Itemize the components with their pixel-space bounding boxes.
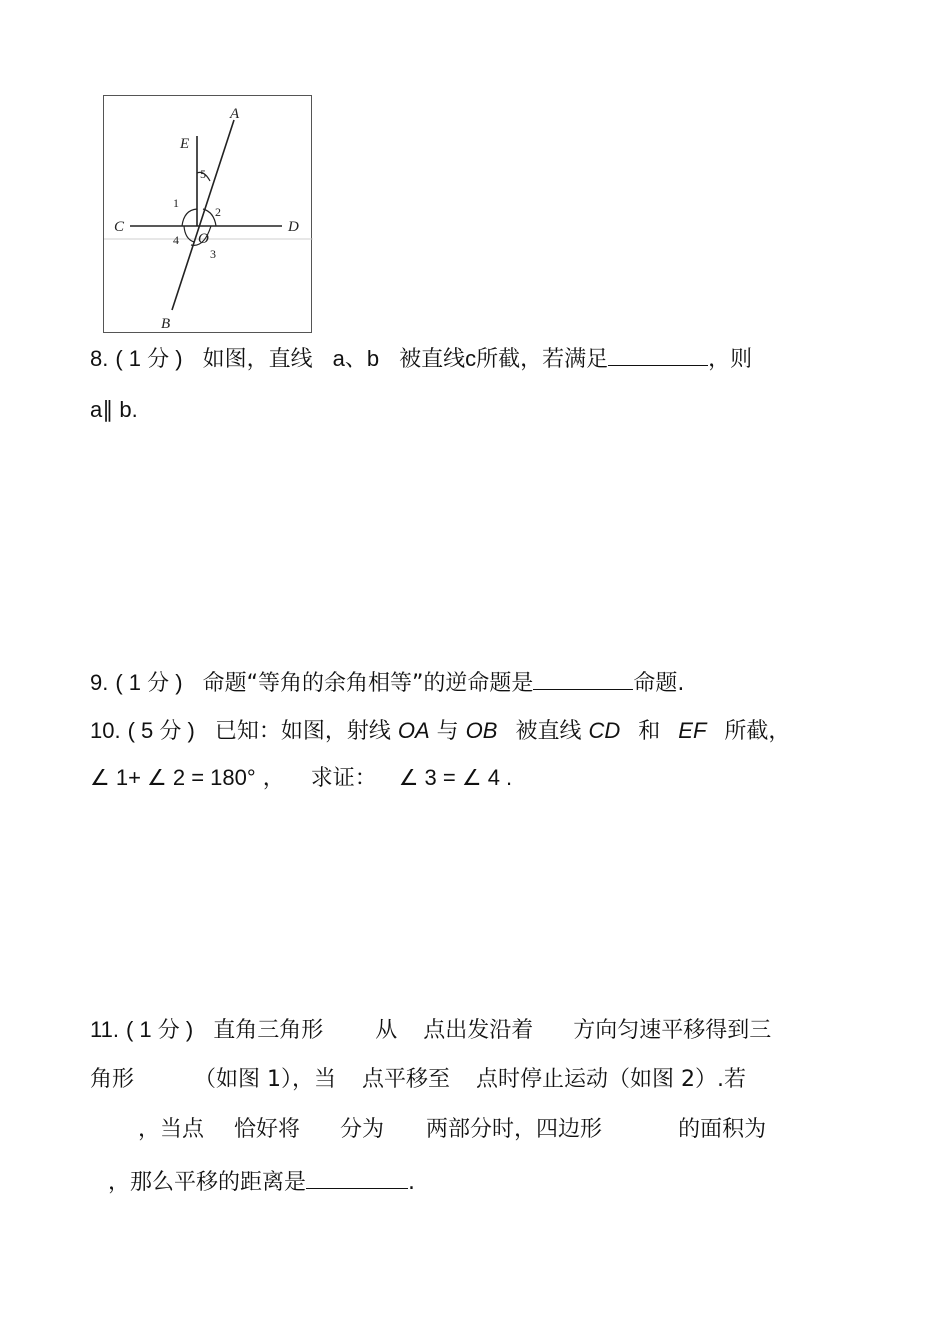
q11-l1c: 点出发沿着 [423,1018,534,1043]
q11-l4a: ，那么平移的距离是 [108,1170,307,1195]
label-e: E [180,136,190,152]
q8-score: ( 1 分 ) [115,346,183,371]
q8-text-4: ，则 [708,347,753,372]
q11-l3b: 恰好将 [234,1117,301,1142]
q8-number: 8. [90,346,109,371]
q11-l1b: 从 [375,1018,398,1043]
angle-figure [103,95,312,333]
label-angle-3: 3 [210,247,216,261]
q11-l1d: 方向匀速平移得到三 [573,1018,772,1043]
label-angle-2: 2 [215,205,221,219]
q8-line-c: c [465,346,477,371]
question-8-line-1 [90,343,752,375]
q11-l3a: ，当点 [138,1117,205,1142]
question-11-line-1 [90,1015,771,1046]
label-d: D [288,219,299,235]
q11-l3c: 分为 [340,1117,385,1142]
label-b: B [161,316,171,332]
q9-score: ( 1 分 ) [115,670,183,695]
q8-lines-ab: a、b [332,346,380,371]
question-9 [90,667,684,699]
q10-line-ef: EF [678,718,707,743]
q10-ray-ob: OB [465,718,498,743]
question-11-line-3 [90,1115,766,1145]
q8-answer-blank[interactable] [608,343,708,366]
q10-given: ∠ 1+ ∠ 2 = 180° [90,765,256,790]
q11-l4b: . [408,1170,416,1195]
question-10-line-1 [90,716,790,747]
question-11-line-4 [90,1166,415,1198]
q10-number: 10. [90,718,121,743]
q11-l1a: 直角三角形 [213,1018,324,1043]
q10-yu: 与 [436,719,459,744]
q10-text-2: 被直线 [515,719,582,744]
q8-text-3: 所截，若满足 [476,347,609,372]
question-8-line-2 [90,395,138,426]
q10-prove: ∠ 3 = ∠ 4 . [398,765,513,790]
q8-text-1: 如图，直线 [202,347,313,372]
q10-text-3: 所截， [724,719,791,744]
q11-score: ( 1 分 ) [125,1017,194,1042]
angle-arc-1 [182,209,197,226]
q11-l2a: 角形 [90,1067,135,1092]
q11-l3e: 的面积为 [678,1117,767,1142]
q11-l2c: 点平移至 [362,1067,451,1092]
q11-l2d: 点时停止运动（如图 2）.若 [476,1067,747,1092]
q10-ray-oa: OA [397,718,430,743]
label-angle-5: 5 [200,167,206,181]
label-c: C [114,219,125,235]
q9-number: 9. [90,670,109,695]
label-angle-4: 4 [173,233,179,247]
q10-line-cd: CD [588,718,621,743]
question-11-line-2 [90,1065,746,1095]
q8-text-2: 被直线 [399,347,466,372]
q9-text-1: 命题“等角的余角相等”的逆命题是 [202,671,534,696]
question-10-line-2 [90,763,512,794]
q10-text-1: 已知：如图，射线 [214,719,391,744]
q11-l2b: （如图 1），当 [194,1067,337,1092]
angle-arc-4 [184,226,194,242]
q9-text-2: 命题. [633,671,685,696]
q10-he: 和 [638,719,661,744]
q10-score: ( 5 分 ) [127,718,195,743]
label-a: A [230,106,240,122]
angle-diagram [104,96,313,334]
q10-comma: ， [262,766,285,791]
q8-conclusion: a∥ b. [90,397,138,422]
q11-answer-blank[interactable] [306,1166,408,1189]
q11-number: 11. [90,1017,119,1042]
q10-prove-label: 求证： [310,766,377,791]
q9-answer-blank[interactable] [533,667,633,690]
q11-l3d: 两部分时，四边形 [426,1117,603,1142]
label-o: O [198,231,209,247]
label-angle-1: 1 [173,196,179,210]
